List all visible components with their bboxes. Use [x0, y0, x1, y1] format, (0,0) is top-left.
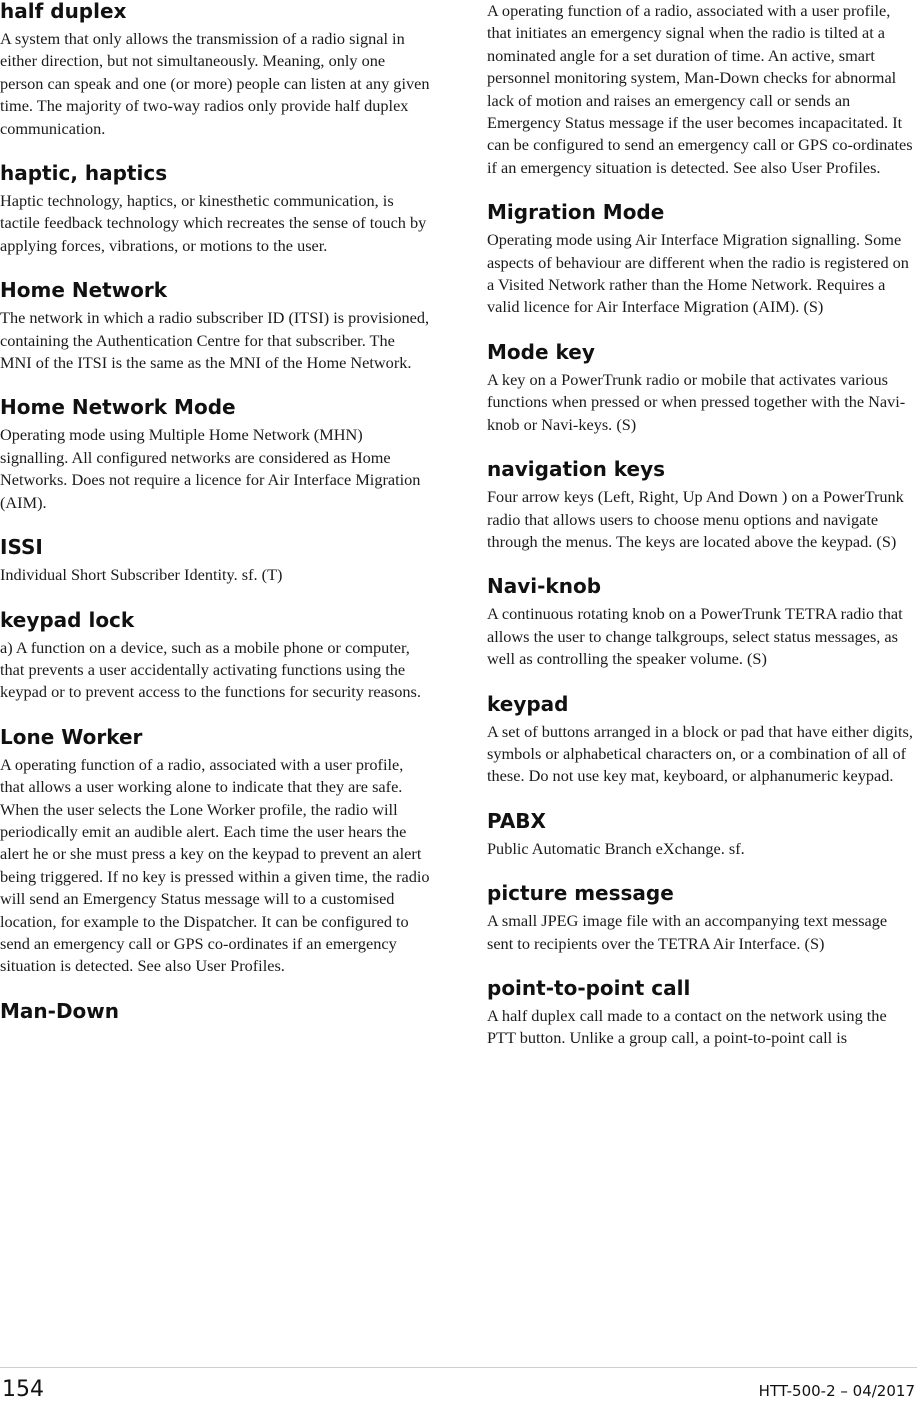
glossary-term: Man-Down	[0, 998, 119, 1023]
glossary-term: PABX	[487, 808, 546, 833]
glossary-definition: Operating mode using Multiple Home Network (MHN) signalling. All configured networks are considered as Home Networks. Does not require a licence for Air Interface Migration (AIM).	[0, 425, 421, 512]
footer-divider	[0, 1367, 917, 1368]
glossary-definition: a) A function on a device, such as a mobile phone or computer, that prevents a user accidentally activating functions using the keypad or to prevent access to the functions for security reasons.	[0, 637, 421, 702]
glossary-term: Lone Worker	[0, 724, 143, 749]
glossary-entry	[487, 693, 917, 788]
glossary-definition: A half duplex call made to a contact on the network using the PTT button. Unlike a group call, a point-to-point call is	[487, 1005, 887, 1048]
glossary-entry	[487, 977, 917, 1050]
glossary-entry	[0, 1000, 430, 1022]
page-number: 154	[2, 1377, 44, 1402]
glossary-term: Mode key	[487, 339, 595, 364]
glossary-term: Home Network	[0, 278, 168, 303]
glossary-entry	[487, 201, 917, 319]
glossary-entry	[487, 575, 917, 670]
glossary-definition: A operating function of a radio, associated with a user profile, that allows a user working alone to indicate that they are safe. When the user selects the Lone Worker profile, the radio will periodically emit an audible alert. Each time the user hears the alert he or she must press a key on the keypad to prevent an alert being triggered. If no key is pressed within a given time, the radio will send an Emergency Status message will to a customised location, for example to the Dispatcher. It can be configured to send an emergency call or GPS co-ordinates if an emergency situation is detected. See also User Profiles.	[0, 754, 430, 976]
glossary-definition: A small JPEG image file with an accompanying text message sent to recipients over the TETRA Air Interface. (S)	[487, 911, 888, 953]
glossary-definition: A continuous rotating knob on a PowerTrunk TETRA radio that allows the user to change talkgroups, select status messages, as well as controlling the speaker volume. (S)	[487, 604, 903, 669]
glossary-entry	[0, 279, 430, 374]
glossary-term: ISSI	[0, 535, 43, 560]
glossary-definition: Operating mode using Air Interface Migration signalling. Some aspects of behaviour are different when the radio is registered on a Visited Network rather than the Home Network. Requires a valid licence for Air Interface Migration (AIM). (S)	[487, 230, 909, 317]
glossary-entry	[0, 0, 430, 140]
glossary-term: haptic, haptics	[0, 161, 168, 186]
glossary-definition: Public Automatic Branch eXchange. sf.	[487, 838, 745, 858]
right-column	[487, 0, 917, 1072]
glossary-entry	[487, 882, 917, 955]
glossary-term: navigation keys	[487, 457, 666, 482]
glossary-entry	[487, 810, 917, 860]
glossary-definition: Four arrow keys (Left, Right, Up And Down ) on a PowerTrunk radio that allows users to choose menu options and navigate through the menus. The keys are located above the keypad. (S)	[487, 487, 904, 551]
glossary-entry	[0, 609, 430, 704]
glossary-term: Navi-knob	[487, 574, 602, 599]
glossary-entry-continued	[487, 0, 917, 179]
glossary-definition: A operating function of a radio, associated with a user profile, that initiates an emergency signal when the radio is tilted at a nominated angle for a set duration of time. An active, smart personnel monitoring system, Man-Down checks for abnormal lack of motion and raises an emergency call or sends an Emergency Status message if the user becomes incapacitated. It can be configured to send an emergency call or GPS co-ordinates if an emergency situation is detected. See also User Profiles.	[487, 1, 913, 177]
glossary-term: half duplex	[0, 0, 127, 23]
glossary-term: keypad lock	[0, 607, 135, 632]
glossary-term: picture message	[487, 881, 674, 906]
glossary-entry	[487, 341, 917, 436]
glossary-definition: A set of buttons arranged in a block or pad that have either digits, symbols or alphabetical characters on, or a combination of all of these. Do not use key mat, keyboard, or alphanumeric keypad.	[487, 721, 913, 786]
glossary-term: keypad	[487, 691, 569, 716]
glossary-term: Home Network Mode	[0, 395, 236, 420]
glossary-definition: Individual Short Subscriber Identity. sf. (T)	[0, 565, 283, 585]
glossary-entry	[0, 162, 430, 257]
glossary-definition: The network in which a radio subscriber ID (ITSI) is provisioned, containing the Authentication Centre for that subscriber. The MNI of the ITSI is the same as the MNI of the Home Network.	[0, 308, 430, 373]
glossary-entry	[0, 726, 430, 978]
glossary-entry	[0, 396, 430, 514]
glossary-entry	[487, 458, 917, 553]
glossary-entry	[0, 536, 430, 586]
left-column	[0, 0, 430, 1044]
glossary-term: point-to-point call	[487, 975, 691, 1000]
glossary-definition: A key on a PowerTrunk radio or mobile that activates various functions when pressed or when pressed together with the Navi-knob or Navi-keys. (S)	[487, 369, 906, 434]
document-id: HTT-500-2 – 04/2017	[758, 1382, 915, 1400]
glossary-definition: A system that only allows the transmission of a radio signal in either direction, but not simultaneously. Meaning, only one person can speak and one (or more) people can listen at any given time. The majority of two-way radios only provide half duplex communication.	[0, 29, 430, 138]
glossary-definition: Haptic technology, haptics, or kinesthetic communication, is tactile feedback technology which recreates the sense of touch by applying forces, vibrations, or motions to the user.	[0, 191, 427, 255]
glossary-term: Migration Mode	[487, 200, 665, 225]
